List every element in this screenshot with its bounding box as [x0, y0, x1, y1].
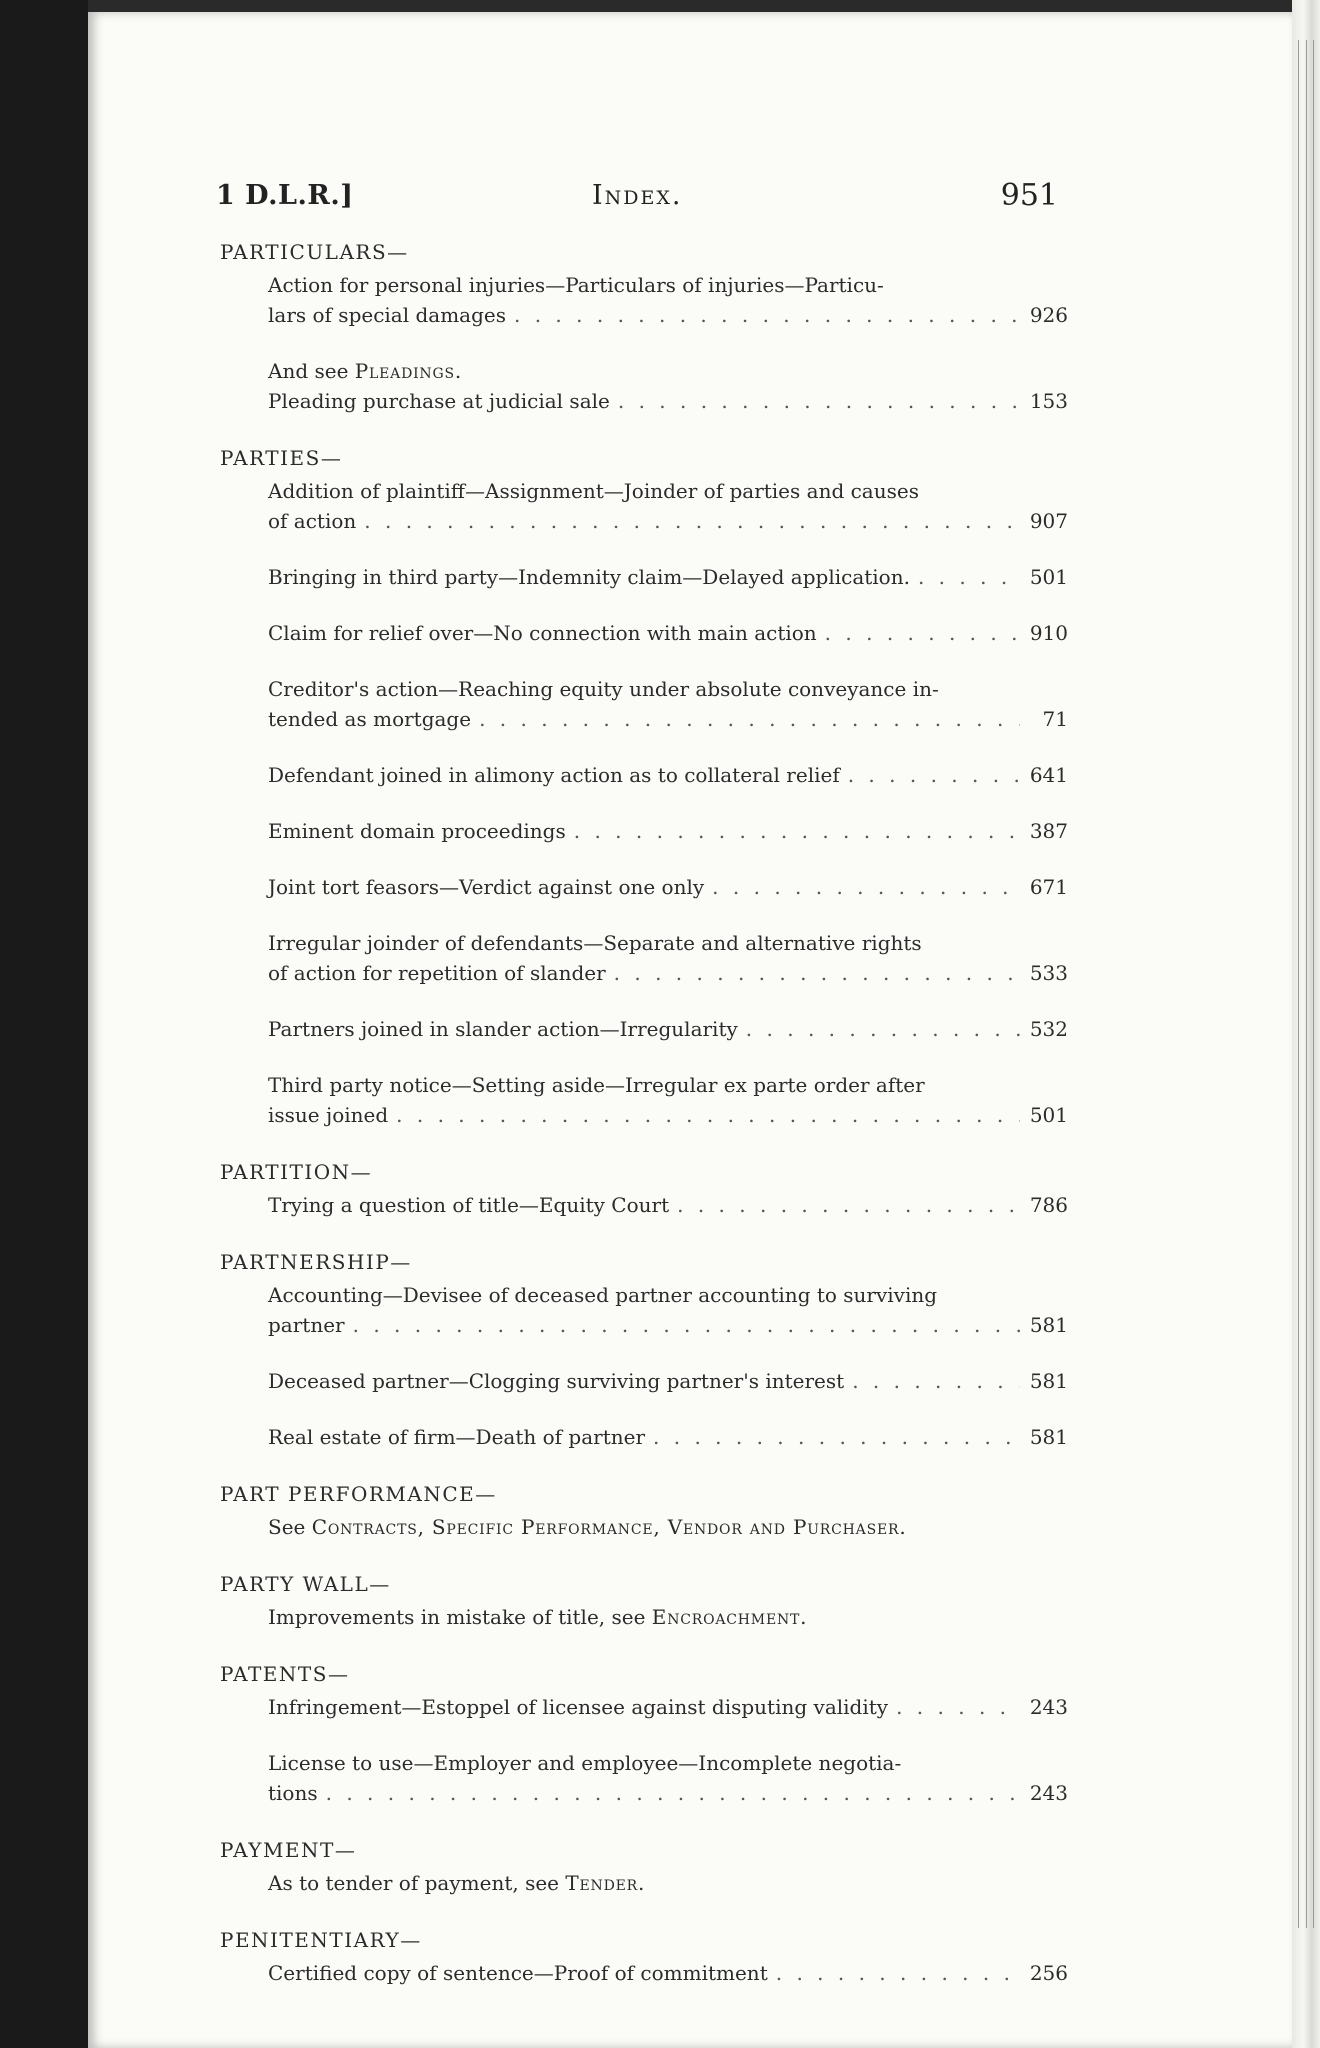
index-entry [268, 270, 1068, 330]
section-heading: PARTICULARS— [220, 240, 409, 264]
dot-leader [746, 1014, 1020, 1044]
page-reference: 387 [1029, 819, 1068, 843]
dot-leader [848, 760, 1020, 790]
entry-text: Eminent domain proceedings [268, 819, 566, 843]
index-entry [268, 1692, 1068, 1722]
index-entry [268, 816, 1068, 846]
dot-leader [918, 562, 1020, 592]
entry-text: Deceased partner—Clogging surviving partner's interest [268, 1369, 845, 1393]
dot-leader [776, 1958, 1020, 1988]
index-entry [268, 356, 1068, 416]
page-number: 951 [1000, 178, 1058, 213]
index-entry [268, 1868, 1068, 1898]
section-heading: PATENTS— [220, 1662, 350, 1686]
running-header [216, 176, 1058, 216]
entry-text: lars of special damages [268, 303, 506, 327]
page-reference: 671 [1029, 875, 1068, 899]
cross-reference: Tender. [565, 1871, 646, 1895]
dot-leader [326, 1778, 1020, 1808]
entry-text: Claim for relief over—No connection with main action [268, 621, 817, 645]
page-reference: 501 [1029, 565, 1068, 589]
volume-label: 1 D.L.R.] [216, 180, 354, 211]
index-entry [268, 1958, 1068, 1988]
section-heading: PAYMENT— [220, 1838, 357, 1862]
entry-text: partner [268, 1313, 345, 1337]
index-section-part-performance [216, 1482, 1068, 1542]
dot-leader [618, 386, 1020, 416]
dot-leader [574, 816, 1020, 846]
page-reference: 71 [1042, 707, 1068, 731]
scan-border-top [88, 0, 1320, 12]
index-entry [268, 1280, 1068, 1340]
dot-leader [514, 300, 1020, 330]
index-entry [268, 928, 1068, 988]
page-reference: 581 [1029, 1425, 1068, 1449]
section-heading: PARTIES— [220, 446, 343, 470]
page-reference: 910 [1029, 621, 1068, 645]
dot-leader [653, 1422, 1020, 1452]
entry-text: issue joined [268, 1103, 389, 1127]
page-reference: 501 [1029, 1103, 1068, 1127]
page-reference: 153 [1029, 389, 1068, 413]
dot-leader [364, 506, 1020, 536]
index-entry [268, 1366, 1068, 1396]
index-entry [268, 1422, 1068, 1452]
dot-leader [825, 618, 1020, 648]
entry-text: Certified copy of sentence—Proof of commitment [268, 1961, 768, 1985]
index-entry [268, 476, 1068, 536]
index-section-parties [216, 446, 1068, 1130]
dot-leader [614, 958, 1020, 988]
index-section-patents [216, 1662, 1068, 1808]
entry-text: Real estate of firm—Death of partner [268, 1425, 646, 1449]
dot-leader [479, 704, 1020, 734]
index-section-partnership [216, 1250, 1068, 1452]
entry-text: Addition of plaintiff—Assignment—Joinder of parties and causes [268, 479, 919, 503]
dot-leader [677, 1190, 1020, 1220]
index-section-particulars [216, 240, 1068, 416]
page-reference: 243 [1029, 1781, 1068, 1805]
index-entry [268, 1748, 1068, 1808]
entry-text: Pleading purchase at judicial sale [268, 389, 610, 413]
entry-text: Action for personal injuries—Particulars of injuries—Particu- [268, 273, 884, 297]
index-entry [268, 674, 1068, 734]
section-heading: PARTY WALL— [220, 1572, 391, 1596]
entry-text: Joint tort feasors—Verdict against one only [268, 875, 705, 899]
entry-text: Defendant joined in alimony action as to collateral relief [268, 763, 840, 787]
entry-text: Bringing in third party—Indemnity claim—Delayed application. [268, 565, 910, 589]
entry-text: And see [268, 359, 349, 383]
entry-text: Infringement—Estoppel of licensee against disputing validity [268, 1695, 889, 1719]
page-reference: 581 [1029, 1369, 1068, 1393]
entry-text: Irregular joinder of defendants—Separate and alternative rights [268, 931, 922, 955]
entry-text: Creditor's action—Reaching equity under absolute conveyance in- [268, 677, 939, 701]
section-heading: PARTNERSHIP— [220, 1250, 412, 1274]
dot-leader [852, 1366, 1020, 1396]
page-reference: 641 [1029, 763, 1068, 787]
dot-leader [712, 872, 1020, 902]
index-entry [268, 562, 1068, 592]
page-reference: 532 [1029, 1017, 1068, 1041]
page-reference: 256 [1029, 1961, 1068, 1985]
index-entry [268, 618, 1068, 648]
page-reference: 926 [1029, 303, 1068, 327]
entry-text: tions [268, 1781, 318, 1805]
entry-text: Improvements in mistake of title, see [268, 1605, 646, 1629]
index-section-payment [216, 1838, 1068, 1898]
entry-text: License to use—Employer and employee—Incomplete negotia- [268, 1751, 902, 1775]
index-entry [268, 1070, 1068, 1130]
entry-text: Partners joined in slander action—Irregularity [268, 1017, 738, 1041]
entry-text: Third party notice—Setting aside—Irregular ex parte order after [268, 1073, 925, 1097]
index-entry [268, 1512, 1068, 1542]
index-entry [268, 760, 1068, 790]
page-reference: 533 [1029, 961, 1068, 985]
section-heading: PARTITION— [220, 1160, 373, 1184]
index-content [216, 240, 1068, 2018]
entry-text: Accounting—Devisee of deceased partner accounting to surviving [268, 1283, 938, 1307]
entry-text: of action [268, 509, 357, 533]
cross-reference: Pleadings. [354, 359, 463, 383]
dot-leader [396, 1100, 1020, 1130]
page-reference: 581 [1029, 1313, 1068, 1337]
page-reference: 907 [1029, 509, 1068, 533]
entry-text: See [268, 1515, 306, 1539]
entry-text: tended as mortgage [268, 707, 472, 731]
entry-text: of action for repetition of slander [268, 961, 606, 985]
page-edge [1292, 0, 1320, 2048]
index-section-penitentiary [216, 1928, 1068, 1988]
section-heading: PENITENTIARY— [220, 1928, 422, 1952]
index-entry [268, 872, 1068, 902]
page-title: Index. [592, 180, 683, 211]
entry-text: Trying a question of title—Equity Court [268, 1193, 670, 1217]
index-entry [268, 1602, 1068, 1632]
index-section-partition [216, 1160, 1068, 1220]
entry-text: As to tender of payment, see [268, 1871, 560, 1895]
index-entry [268, 1014, 1068, 1044]
index-section-party-wall [216, 1572, 1068, 1632]
dot-leader [896, 1692, 1020, 1722]
page-reference: 243 [1029, 1695, 1068, 1719]
dot-leader [353, 1310, 1020, 1340]
cross-reference: Encroachment. [651, 1605, 808, 1629]
page-reference: 786 [1029, 1193, 1068, 1217]
index-entry [268, 1190, 1068, 1220]
cross-reference: Contracts, Specific Performance, Vendor and Purchaser. [311, 1515, 907, 1539]
section-heading: PART PERFORMANCE— [220, 1482, 497, 1506]
